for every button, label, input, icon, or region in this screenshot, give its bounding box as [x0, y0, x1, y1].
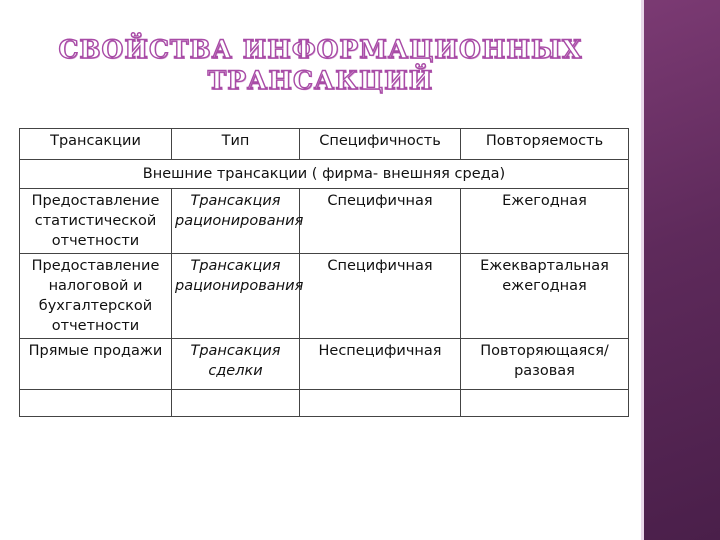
- header-row: [20, 129, 629, 160]
- table-row: [20, 339, 629, 390]
- table-cell: [300, 390, 461, 417]
- header-cell: Тип: [172, 129, 300, 160]
- table-cell: Ежегодная: [461, 189, 629, 254]
- table-cell: Прямые продажи: [20, 339, 172, 390]
- table-cell: Трансакция рационирования: [172, 254, 300, 339]
- table-cell: Трансакция сделки: [172, 339, 300, 390]
- slide-title-line2: ТРАНСАКЦИЙ: [207, 66, 434, 95]
- table-row: [20, 254, 629, 339]
- table-cell: Специфичная: [300, 189, 461, 254]
- section-row: [20, 160, 629, 189]
- header-cell: Повторяемость: [461, 129, 629, 160]
- table-row: [20, 189, 629, 254]
- table-row: [20, 390, 629, 417]
- header-cell: Специфичность: [300, 129, 461, 160]
- table-cell: [20, 390, 172, 417]
- transactions-table: [19, 128, 629, 417]
- slide-title: [0, 34, 641, 96]
- table-cell: Неспецифичная: [300, 339, 461, 390]
- side-decor-panel: [641, 0, 720, 540]
- section-label: Внешние трансакции ( фирма- внешняя среда): [20, 160, 629, 189]
- table-cell: Трансакция рационирования: [172, 189, 300, 254]
- table-cell: Ежеквартальная ежегодная: [461, 254, 629, 339]
- table-cell: Специфичная: [300, 254, 461, 339]
- header-cell: Трансакции: [20, 129, 172, 160]
- slide-title-line1: СВОЙСТВА ИНФОРМАЦИОННЫХ: [58, 35, 583, 64]
- table-cell: [172, 390, 300, 417]
- table-cell: Предоставление статистической отчетности: [20, 189, 172, 254]
- table-cell: [461, 390, 629, 417]
- table-cell: Предоставление налоговой и бухгалтерской отчетности: [20, 254, 172, 339]
- table-cell: Повторяющаяся/разовая: [461, 339, 629, 390]
